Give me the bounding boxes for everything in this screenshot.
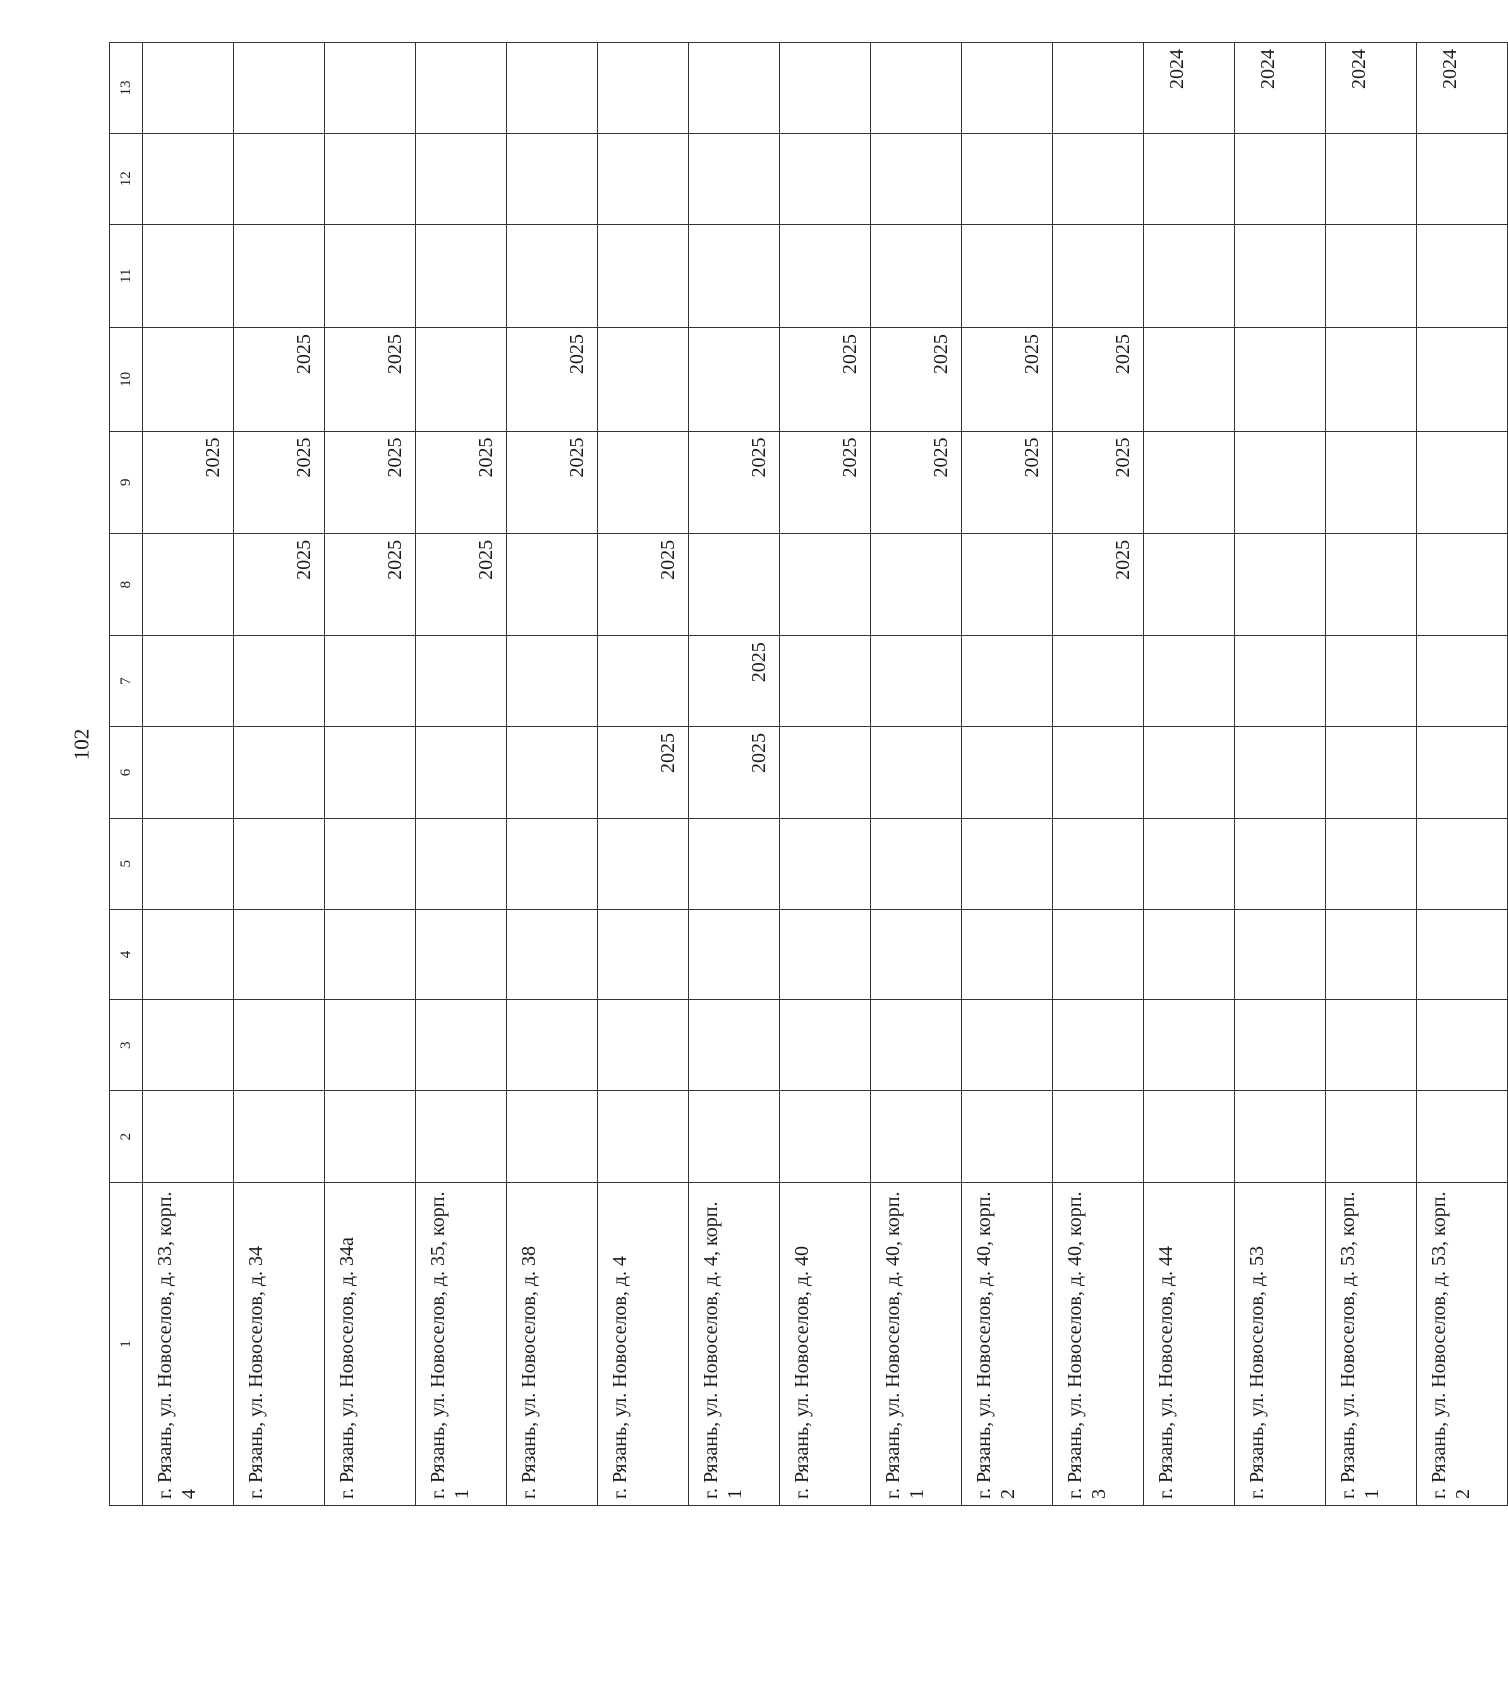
year-cell-col-9: 2025 bbox=[507, 431, 598, 533]
year-cell-col-6 bbox=[1235, 727, 1326, 819]
year-cell-col-2 bbox=[416, 1091, 507, 1183]
table-row bbox=[325, 43, 416, 1506]
year-cell-col-3 bbox=[1235, 1000, 1326, 1091]
year-cell-col-10: 2025 bbox=[871, 328, 962, 431]
table-row bbox=[871, 43, 962, 1506]
year-cell-col-6 bbox=[507, 727, 598, 819]
year-cell-col-5 bbox=[1144, 818, 1235, 909]
column-header-11: 11 bbox=[110, 224, 143, 327]
year-cell-col-3 bbox=[416, 1000, 507, 1091]
address-cell: г. Рязань, ул. Новоселов, д. 40 bbox=[780, 1183, 871, 1506]
column-header-4: 4 bbox=[110, 909, 143, 1000]
year-cell-col-8 bbox=[507, 533, 598, 635]
year-cell-col-13 bbox=[325, 43, 416, 134]
year-cell-col-10 bbox=[598, 328, 689, 431]
column-header-3: 3 bbox=[110, 1000, 143, 1091]
year-cell-col-13 bbox=[780, 43, 871, 134]
year-cell-col-9: 2025 bbox=[143, 431, 234, 533]
year-cell-col-7 bbox=[1417, 636, 1508, 727]
year-cell-col-7 bbox=[1144, 636, 1235, 727]
year-cell-col-8 bbox=[780, 533, 871, 635]
year-cell-col-6: 2025 bbox=[598, 727, 689, 819]
year-cell-col-8 bbox=[1235, 533, 1326, 635]
year-cell-col-2 bbox=[780, 1091, 871, 1183]
year-cell-col-13 bbox=[1053, 43, 1144, 134]
year-cell-col-13 bbox=[416, 43, 507, 134]
year-cell-col-4 bbox=[234, 909, 325, 1000]
year-cell-col-3 bbox=[780, 1000, 871, 1091]
address-cell: г. Рязань, ул. Новоселов, д. 4 bbox=[598, 1183, 689, 1506]
year-cell-col-12 bbox=[416, 133, 507, 224]
year-cell-col-11 bbox=[689, 224, 780, 327]
year-cell-col-2 bbox=[325, 1091, 416, 1183]
year-cell-col-7 bbox=[598, 636, 689, 727]
year-cell-col-5 bbox=[598, 818, 689, 909]
table-row bbox=[416, 43, 507, 1506]
year-cell-col-12 bbox=[325, 133, 416, 224]
year-cell-col-5 bbox=[780, 818, 871, 909]
column-header-2: 2 bbox=[110, 1091, 143, 1183]
year-cell-col-2 bbox=[871, 1091, 962, 1183]
year-cell-col-6 bbox=[1417, 727, 1508, 819]
year-cell-col-13 bbox=[143, 43, 234, 134]
year-cell-col-12 bbox=[143, 133, 234, 224]
address-cell: г. Рязань, ул. Новоселов, д. 34 bbox=[234, 1183, 325, 1506]
year-cell-col-12 bbox=[689, 133, 780, 224]
address-cell: г. Рязань, ул. Новоселов, д. 53 bbox=[1235, 1183, 1326, 1506]
year-cell-col-10: 2025 bbox=[234, 328, 325, 431]
address-cell: г. Рязань, ул. Новоселов, д. 40, корп. 2 bbox=[962, 1183, 1053, 1506]
year-cell-col-6 bbox=[1053, 727, 1144, 819]
year-cell-col-5 bbox=[1235, 818, 1326, 909]
year-cell-col-3 bbox=[234, 1000, 325, 1091]
column-header-5: 5 bbox=[110, 818, 143, 909]
year-cell-col-9: 2025 bbox=[1053, 431, 1144, 533]
year-cell-col-9 bbox=[1326, 431, 1417, 533]
schedule-table bbox=[109, 42, 1508, 1506]
address-cell: г. Рязань, ул. Новоселов, д. 44 bbox=[1144, 1183, 1235, 1506]
table-row bbox=[689, 43, 780, 1506]
year-cell-col-3 bbox=[1053, 1000, 1144, 1091]
year-cell-col-12 bbox=[871, 133, 962, 224]
year-cell-col-2 bbox=[1417, 1091, 1508, 1183]
year-cell-col-12 bbox=[1235, 133, 1326, 224]
year-cell-col-2 bbox=[234, 1091, 325, 1183]
year-cell-col-8: 2025 bbox=[598, 533, 689, 635]
table-row bbox=[598, 43, 689, 1506]
table-row bbox=[962, 43, 1053, 1506]
year-cell-col-6 bbox=[871, 727, 962, 819]
year-cell-col-11 bbox=[234, 224, 325, 327]
year-cell-col-10: 2025 bbox=[507, 328, 598, 431]
year-cell-col-13 bbox=[598, 43, 689, 134]
year-cell-col-7 bbox=[143, 636, 234, 727]
year-cell-col-7 bbox=[234, 636, 325, 727]
table-row bbox=[780, 43, 871, 1506]
year-cell-col-3 bbox=[1326, 1000, 1417, 1091]
year-cell-col-11 bbox=[1417, 224, 1508, 327]
year-cell-col-13: 2024 bbox=[1144, 43, 1235, 134]
year-cell-col-10 bbox=[1417, 328, 1508, 431]
year-cell-col-8 bbox=[962, 533, 1053, 635]
year-cell-col-3 bbox=[1417, 1000, 1508, 1091]
year-cell-col-13 bbox=[871, 43, 962, 134]
year-cell-col-7 bbox=[1326, 636, 1417, 727]
year-cell-col-4 bbox=[416, 909, 507, 1000]
year-cell-col-12 bbox=[507, 133, 598, 224]
year-cell-col-7: 2025 bbox=[689, 636, 780, 727]
year-cell-col-2 bbox=[1326, 1091, 1417, 1183]
year-cell-col-2 bbox=[962, 1091, 1053, 1183]
year-cell-col-6 bbox=[1326, 727, 1417, 819]
table-row bbox=[1235, 43, 1326, 1506]
year-cell-col-8: 2025 bbox=[1053, 533, 1144, 635]
year-cell-col-4 bbox=[962, 909, 1053, 1000]
year-cell-col-8: 2025 bbox=[234, 533, 325, 635]
column-header-10: 10 bbox=[110, 328, 143, 431]
year-cell-col-13: 2024 bbox=[1326, 43, 1417, 134]
address-cell: г. Рязань, ул. Новоселов, д. 53, корп. 2 bbox=[1417, 1183, 1508, 1506]
column-header-12: 12 bbox=[110, 133, 143, 224]
column-header-7: 7 bbox=[110, 636, 143, 727]
year-cell-col-12 bbox=[1417, 133, 1508, 224]
year-cell-col-3 bbox=[507, 1000, 598, 1091]
year-cell-col-10 bbox=[143, 328, 234, 431]
table-row bbox=[143, 43, 234, 1506]
year-cell-col-12 bbox=[598, 133, 689, 224]
year-cell-col-9: 2025 bbox=[962, 431, 1053, 533]
address-cell: г. Рязань, ул. Новоселов, д. 35, корп. 1 bbox=[416, 1183, 507, 1506]
year-cell-col-3 bbox=[598, 1000, 689, 1091]
year-cell-col-11 bbox=[325, 224, 416, 327]
year-cell-col-5 bbox=[1326, 818, 1417, 909]
year-cell-col-9: 2025 bbox=[871, 431, 962, 533]
year-cell-col-11 bbox=[143, 224, 234, 327]
address-cell: г. Рязань, ул. Новоселов, д. 34а bbox=[325, 1183, 416, 1506]
year-cell-col-8 bbox=[1144, 533, 1235, 635]
year-cell-col-4 bbox=[143, 909, 234, 1000]
year-cell-col-10: 2025 bbox=[325, 328, 416, 431]
year-cell-col-4 bbox=[1235, 909, 1326, 1000]
year-cell-col-9 bbox=[1417, 431, 1508, 533]
year-cell-col-6 bbox=[416, 727, 507, 819]
year-cell-col-8 bbox=[689, 533, 780, 635]
address-cell: г. Рязань, ул. Новоселов, д. 40, корп. 3 bbox=[1053, 1183, 1144, 1506]
year-cell-col-2 bbox=[143, 1091, 234, 1183]
year-cell-col-5 bbox=[416, 818, 507, 909]
year-cell-col-6 bbox=[234, 727, 325, 819]
address-cell: г. Рязань, ул. Новоселов, д. 38 bbox=[507, 1183, 598, 1506]
year-cell-col-5 bbox=[962, 818, 1053, 909]
year-cell-col-9: 2025 bbox=[325, 431, 416, 533]
year-cell-col-11 bbox=[507, 224, 598, 327]
header-row bbox=[110, 43, 143, 1506]
year-cell-col-13: 2024 bbox=[1235, 43, 1326, 134]
address-cell: г. Рязань, ул. Новоселов, д. 40, корп. 1 bbox=[871, 1183, 962, 1506]
year-cell-col-9: 2025 bbox=[234, 431, 325, 533]
year-cell-col-11 bbox=[871, 224, 962, 327]
year-cell-col-2 bbox=[598, 1091, 689, 1183]
year-cell-col-10 bbox=[1144, 328, 1235, 431]
year-cell-col-6 bbox=[1144, 727, 1235, 819]
year-cell-col-11 bbox=[1144, 224, 1235, 327]
year-cell-col-3 bbox=[871, 1000, 962, 1091]
column-header-6: 6 bbox=[110, 727, 143, 819]
year-cell-col-12 bbox=[1326, 133, 1417, 224]
year-cell-col-8 bbox=[1417, 533, 1508, 635]
year-cell-col-5 bbox=[325, 818, 416, 909]
year-cell-col-4 bbox=[507, 909, 598, 1000]
table-row bbox=[234, 43, 325, 1506]
year-cell-col-8: 2025 bbox=[416, 533, 507, 635]
year-cell-col-8: 2025 bbox=[325, 533, 416, 635]
year-cell-col-12 bbox=[234, 133, 325, 224]
year-cell-col-8 bbox=[1326, 533, 1417, 635]
year-cell-col-13: 2024 bbox=[1417, 43, 1508, 134]
year-cell-col-9 bbox=[1144, 431, 1235, 533]
year-cell-col-11 bbox=[1235, 224, 1326, 327]
year-cell-col-13 bbox=[507, 43, 598, 134]
year-cell-col-5 bbox=[143, 818, 234, 909]
year-cell-col-2 bbox=[1053, 1091, 1144, 1183]
year-cell-col-12 bbox=[1053, 133, 1144, 224]
year-cell-col-7 bbox=[780, 636, 871, 727]
year-cell-col-11 bbox=[962, 224, 1053, 327]
table-row bbox=[1417, 43, 1508, 1506]
address-cell: г. Рязань, ул. Новоселов, д. 33, корп. 4 bbox=[143, 1183, 234, 1506]
year-cell-col-4 bbox=[325, 909, 416, 1000]
address-cell: г. Рязань, ул. Новоселов, д. 53, корп. 1 bbox=[1326, 1183, 1417, 1506]
year-cell-col-5 bbox=[507, 818, 598, 909]
year-cell-col-6 bbox=[780, 727, 871, 819]
year-cell-col-7 bbox=[325, 636, 416, 727]
table-body bbox=[143, 43, 1508, 1506]
year-cell-col-9: 2025 bbox=[689, 431, 780, 533]
year-cell-col-3 bbox=[143, 1000, 234, 1091]
year-cell-col-4 bbox=[1144, 909, 1235, 1000]
year-cell-col-4 bbox=[1053, 909, 1144, 1000]
column-header-13: 13 bbox=[110, 43, 143, 134]
page-number: 102 bbox=[69, 728, 94, 761]
year-cell-col-6 bbox=[143, 727, 234, 819]
year-cell-col-12 bbox=[780, 133, 871, 224]
year-cell-col-5 bbox=[871, 818, 962, 909]
year-cell-col-3 bbox=[689, 1000, 780, 1091]
year-cell-col-8 bbox=[871, 533, 962, 635]
year-cell-col-9: 2025 bbox=[780, 431, 871, 533]
year-cell-col-4 bbox=[689, 909, 780, 1000]
year-cell-col-10 bbox=[416, 328, 507, 431]
year-cell-col-3 bbox=[1144, 1000, 1235, 1091]
year-cell-col-7 bbox=[416, 636, 507, 727]
year-cell-col-12 bbox=[1144, 133, 1235, 224]
table-row bbox=[1326, 43, 1417, 1506]
year-cell-col-2 bbox=[1144, 1091, 1235, 1183]
table-row bbox=[1053, 43, 1144, 1506]
year-cell-col-13 bbox=[689, 43, 780, 134]
year-cell-col-10 bbox=[1235, 328, 1326, 431]
year-cell-col-5 bbox=[1417, 818, 1508, 909]
year-cell-col-9 bbox=[1235, 431, 1326, 533]
year-cell-col-7 bbox=[871, 636, 962, 727]
year-cell-col-5 bbox=[234, 818, 325, 909]
year-cell-col-11 bbox=[1326, 224, 1417, 327]
year-cell-col-2 bbox=[689, 1091, 780, 1183]
year-cell-col-8 bbox=[143, 533, 234, 635]
year-cell-col-3 bbox=[325, 1000, 416, 1091]
year-cell-col-10: 2025 bbox=[962, 328, 1053, 431]
year-cell-col-4 bbox=[871, 909, 962, 1000]
year-cell-col-10: 2025 bbox=[780, 328, 871, 431]
year-cell-col-10 bbox=[689, 328, 780, 431]
year-cell-col-5 bbox=[1053, 818, 1144, 909]
year-cell-col-4 bbox=[1417, 909, 1508, 1000]
year-cell-col-10: 2025 bbox=[1053, 328, 1144, 431]
address-cell: г. Рязань, ул. Новоселов, д. 4, корп. 1 bbox=[689, 1183, 780, 1506]
year-cell-col-7 bbox=[507, 636, 598, 727]
year-cell-col-10 bbox=[1326, 328, 1417, 431]
table-row bbox=[1144, 43, 1235, 1506]
year-cell-col-9 bbox=[598, 431, 689, 533]
year-cell-col-12 bbox=[962, 133, 1053, 224]
column-header-8: 8 bbox=[110, 533, 143, 635]
year-cell-col-11 bbox=[780, 224, 871, 327]
year-cell-col-4 bbox=[1326, 909, 1417, 1000]
column-header-1: 1 bbox=[110, 1183, 143, 1506]
year-cell-col-4 bbox=[780, 909, 871, 1000]
year-cell-col-2 bbox=[1235, 1091, 1326, 1183]
year-cell-col-11 bbox=[416, 224, 507, 327]
year-cell-col-6 bbox=[325, 727, 416, 819]
year-cell-col-2 bbox=[507, 1091, 598, 1183]
year-cell-col-3 bbox=[962, 1000, 1053, 1091]
year-cell-col-9: 2025 bbox=[416, 431, 507, 533]
year-cell-col-13 bbox=[234, 43, 325, 134]
year-cell-col-11 bbox=[1053, 224, 1144, 327]
year-cell-col-4 bbox=[598, 909, 689, 1000]
year-cell-col-13 bbox=[962, 43, 1053, 134]
year-cell-col-7 bbox=[1053, 636, 1144, 727]
year-cell-col-6 bbox=[962, 727, 1053, 819]
year-cell-col-7 bbox=[962, 636, 1053, 727]
table-row bbox=[507, 43, 598, 1506]
year-cell-col-6: 2025 bbox=[689, 727, 780, 819]
column-header-9: 9 bbox=[110, 431, 143, 533]
year-cell-col-11 bbox=[598, 224, 689, 327]
year-cell-col-5 bbox=[689, 818, 780, 909]
schedule-table-container bbox=[109, 42, 1474, 1506]
year-cell-col-7 bbox=[1235, 636, 1326, 727]
